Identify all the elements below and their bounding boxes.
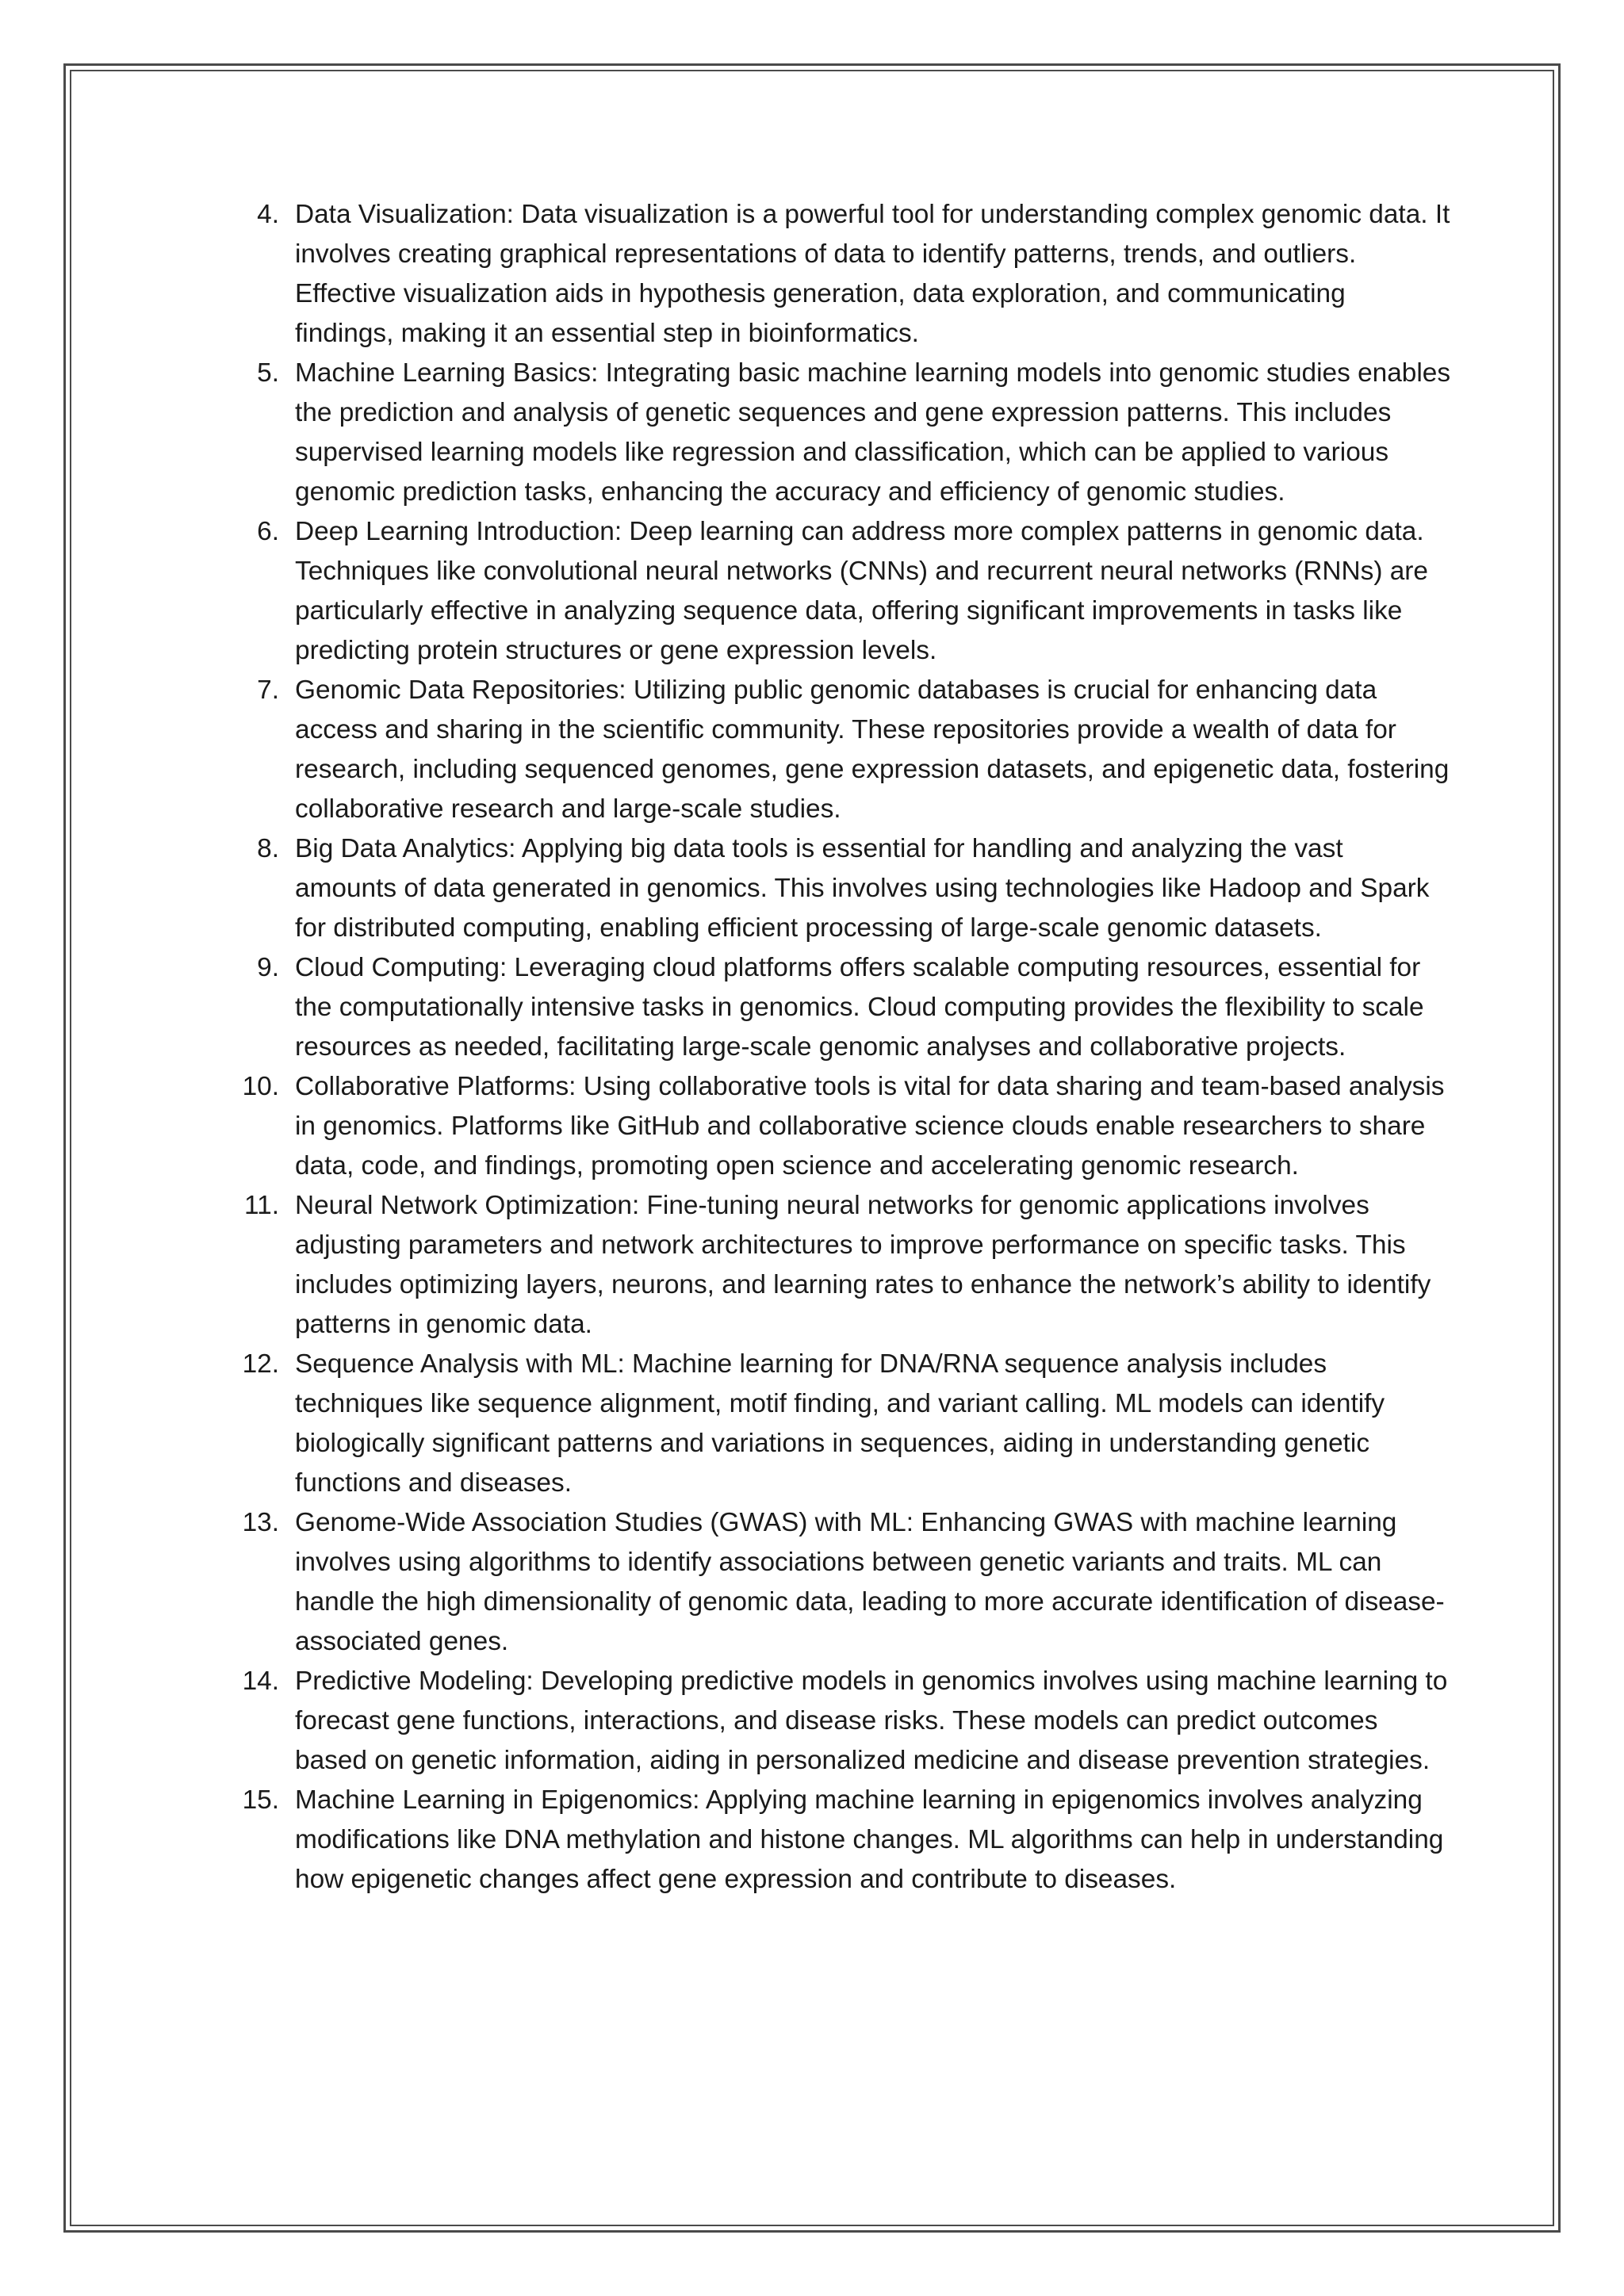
- item-number: 10.: [242, 1072, 279, 1101]
- item-text: Deep Learning Introduction: Deep learning can address more complex patterns in genomic data. Techniques like convolutional neural networks (CNNs) and recurrent neural networks (RNNs) are particularly effective in analyzing sequence data, offering significant improvements in tasks like predicting protein structures or gene expression levels.: [295, 517, 1428, 665]
- item-number: 7.: [257, 675, 279, 705]
- item-text: Neural Network Optimization: Fine-tuning neural networks for genomic applications involves adjusting parameters and network architectures to improve performance on specific tasks. This includes optimizing layers, neurons, and learning rates to enhance the network’s ability to identify patterns in genomic data.: [295, 1191, 1431, 1339]
- item-text: Data Visualization: Data visualization is a powerful tool for understanding complex genomic data. It involves creating graphical representations of data to identify patterns, trends, and outliers. Effective visualization aids in hypothesis generation, data exploration, and communicating findings, making it an essential step in bioinformatics.: [295, 200, 1450, 348]
- item-number: 6.: [257, 517, 279, 546]
- page-content: [238, 195, 1451, 1900]
- list-item: [238, 1503, 1451, 1662]
- item-number: 15.: [242, 1785, 279, 1815]
- list-item: [238, 1662, 1451, 1781]
- item-text: Sequence Analysis with ML: Machine learning for DNA/RNA sequence analysis includes techniques like sequence alignment, motif finding, and variant calling. ML models can identify biologically significant patterns and variations in sequences, aiding in understanding genetic functions and diseases.: [295, 1349, 1385, 1498]
- item-text: Machine Learning Basics: Integrating basic machine learning models into genomic studies enables the prediction and analysis of genetic sequences and gene expression patterns. This includes supervised learning models like regression and classification, which can be applied to various genomic prediction tasks, enhancing the accuracy and efficiency of genomic studies.: [295, 358, 1451, 507]
- item-text: Genome-Wide Association Studies (GWAS) with ML: Enhancing GWAS with machine learning involves using algorithms to identify associations between genetic variants and traits. ML can handle the high dimensionality of genomic data, leading to more accurate identification of disease-associated genes.: [295, 1508, 1445, 1656]
- list-item: [238, 948, 1451, 1067]
- numbered-list: [238, 195, 1451, 1900]
- item-text: Collaborative Platforms: Using collaborative tools is vital for data sharing and team-based analysis in genomics. Platforms like GitHub and collaborative science clouds enable researchers to share data, code, and findings, promoting open science and accelerating genomic research.: [295, 1072, 1445, 1181]
- item-text: Predictive Modeling: Developing predictive models in genomics involves using machine learning to forecast gene functions, interactions, and disease risks. These models can predict outcomes based on genetic information, aiding in personalized medicine and disease prevention strategies.: [295, 1667, 1448, 1775]
- list-item: [238, 354, 1451, 512]
- list-item: [238, 1781, 1451, 1900]
- list-item: [238, 829, 1451, 948]
- item-text: Big Data Analytics: Applying big data tools is essential for handling and analyzing the vast amounts of data generated in genomics. This involves using technologies like Hadoop and Spark for distributed computing, enabling efficient processing of large-scale genomic datasets.: [295, 834, 1430, 943]
- item-number: 14.: [242, 1667, 279, 1696]
- item-number: 8.: [257, 834, 279, 863]
- item-number: 11.: [244, 1191, 279, 1220]
- list-item: [238, 1067, 1451, 1186]
- item-text: Genomic Data Repositories: Utilizing public genomic databases is crucial for enhancing data access and sharing in the scientific community. These repositories provide a wealth of data for research, including sequenced genomes, gene expression datasets, and epigenetic data, fostering collaborative research and large-scale studies.: [295, 675, 1450, 824]
- list-item: [238, 1186, 1451, 1345]
- item-text: Machine Learning in Epigenomics: Applying machine learning in epigenomics involves analyzing modifications like DNA methylation and histone changes. ML algorithms can help in understanding how epigenetic changes affect gene expression and contribute to diseases.: [295, 1785, 1444, 1894]
- list-item: [238, 671, 1451, 829]
- item-number: 9.: [257, 953, 279, 982]
- item-number: 4.: [257, 200, 279, 229]
- item-text: Cloud Computing: Leveraging cloud platforms offers scalable computing resources, essential for the computationally intensive tasks in genomics. Cloud computing provides the flexibility to scale resources as needed, facilitating large-scale genomic analyses and collaborative projects.: [295, 953, 1424, 1062]
- list-item: [238, 195, 1451, 354]
- item-number: 5.: [257, 358, 279, 388]
- item-number: 13.: [242, 1508, 279, 1537]
- list-item: [238, 1345, 1451, 1503]
- list-item: [238, 512, 1451, 671]
- item-number: 12.: [242, 1349, 279, 1379]
